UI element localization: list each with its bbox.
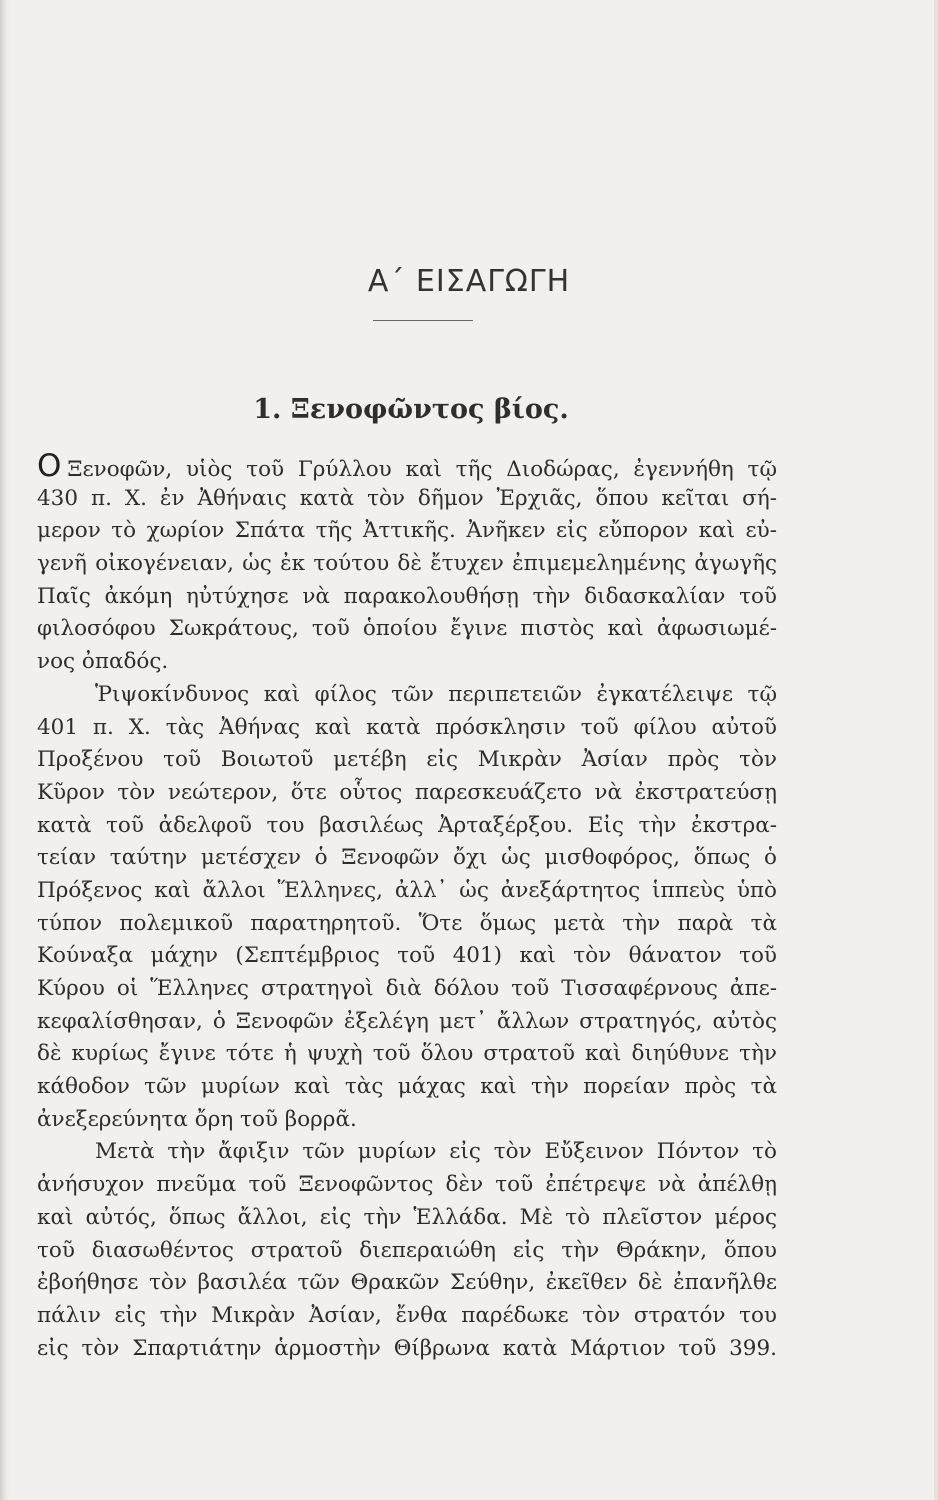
text-line: τοῦ διασωθέντος στρατοῦ διεπεραιώθη εἰς τὴν Θράκην, ὅπου xyxy=(37,1237,777,1263)
text-line: κατὰ τοῦ ἀδελφοῦ του βασιλέως Ἀρταξέρξου. Εἰς τὴν ἐκστρα- xyxy=(37,812,777,838)
text-line: εἰς τὸν Σπαρτιάτην ἁρμοστὴν Θίβρωνα κατὰ Μάρτιον τοῦ 399. xyxy=(37,1335,777,1361)
text-line: τείαν ταύτην μετέσχεν ὁ Ξενοφῶν ὄχι ὡς μισθοφόρος, ὅπως ὁ xyxy=(37,845,777,871)
body-text xyxy=(37,450,777,1365)
text-line: ἀνεξερεύνητα ὄρη τοῦ βορρᾶ. xyxy=(37,1106,357,1132)
text-line: Προξένου τοῦ Βοιωτοῦ μετέβη εἰς Μικρὰν Ἀσίαν πρὸς τὸν xyxy=(37,747,777,773)
text-line: 430 π. Χ. ἐν Ἀθήναις κατὰ τὸν δῆμον Ἐρχιᾶς, ὅπου κεῖται σή- xyxy=(37,485,777,511)
drop-cap: Ο xyxy=(37,448,62,484)
text-line: Κῦρον τὸν νεώτερον, ὅτε οὗτος παρεσκευάζετο νὰ ἐκστρατεύσῃ xyxy=(37,779,777,805)
text-line: δὲ κυρίως ἔγινε τότε ἡ ψυχὴ τοῦ ὅλου στρατοῦ καὶ διηύθυνε τὴν xyxy=(37,1041,777,1067)
text-line: Ο Ξενοφῶν, υἱὸς τοῦ Γρύλλου καὶ τῆς Διοδώρας, ἐγεννήθη τῷ xyxy=(37,448,777,484)
text-line: πάλιν εἰς τὴν Μικρὰν Ἀσίαν, ἔνθα παρέδωκε τὸν στρατόν του xyxy=(37,1302,777,1328)
text-line: ἀνήσυχον πνεῦμα τοῦ Ξενοφῶντος δὲν τοῦ ἐπέτρεψε νὰ ἀπέλθῃ xyxy=(37,1172,777,1198)
text-line: ἐβοήθησε τὸν βασιλέα τῶν Θρακῶν Σεύθην, ἐκεῖθεν δὲ ἐπανῆλθε xyxy=(37,1270,777,1296)
text-line: Μετὰ τὴν ἄφιξιν τῶν μυρίων εἰς τὸν Εὔξεινον Πόντον τὸ xyxy=(95,1139,777,1165)
text-line: Παῖς ἀκόμη ηὐτύχησε νὰ παρακολουθήσῃ τὴν διδασκαλίαν τοῦ xyxy=(37,583,777,609)
text-line: νος ὀπαδός. xyxy=(37,649,169,675)
text-line: γενῆ οἰκογένειαν, ὡς ἐκ τούτου δὲ ἔτυχεν ἐπιμεμελημένης ἀγωγῆς xyxy=(37,551,777,577)
text-line: Κούναξα μάχην (Σεπτέμβριος τοῦ 401) καὶ τὸν θάνατον τοῦ xyxy=(37,943,777,969)
text-line: τύπον πολεμικοῦ παρατηρητοῦ. Ὅτε ὅμως μετὰ τὴν παρὰ τὰ xyxy=(37,910,777,936)
page-edge-right xyxy=(934,0,938,1500)
text-line: 401 π. Χ. τὰς Ἀθήνας καὶ κατὰ πρόσκλησιν τοῦ φίλου αὐτοῦ xyxy=(37,714,777,740)
text-line: καὶ αὐτός, ὅπως ἄλλοι, εἰς τὴν Ἑλλάδα. Μὲ τὸ πλεῖστον μέρος xyxy=(37,1204,777,1230)
text-line: Κύρου οἱ Ἕλληνες στρατηγοὶ διὰ δόλου τοῦ Τισσαφέρνους ἀπε- xyxy=(37,976,777,1001)
section-title: 1. Ξενοφῶντος βίος. xyxy=(253,394,569,426)
text-line: κεφαλίσθησαν, ὁ Ξενοφῶν ἐξελέγη μετ᾽ ἄλλων στρατηγός, αὐτὸς xyxy=(37,1008,777,1034)
text-line: Ῥιψοκίνδυνος καὶ φίλος τῶν περιπετειῶν ἐγκατέλειψε τῷ xyxy=(95,681,777,707)
text-line: Πρόξενος καὶ ἄλλοι Ἕλληνες, ἀλλ᾽ ὡς ἀνεξάρτητος ἱππεὺς ὑπὸ xyxy=(37,877,777,903)
text-line: φιλοσόφου Σωκράτους, τοῦ ὁποίου ἔγινε πιστὸς καὶ ἀφωσιωμέ- xyxy=(37,616,777,642)
page-edge-shadow xyxy=(0,0,10,1500)
text-line: μερον τὸ χωρίον Σπάτα τῆς Ἀττικῆς. Ἀνῆκεν εἰς εὔπορον καὶ εὐ- xyxy=(37,518,777,544)
text-line: κάθοδον τῶν μυρίων καὶ τὰς μάχας καὶ τὴν πορείαν πρὸς τὰ xyxy=(37,1074,777,1100)
title-divider xyxy=(373,320,473,321)
part-title: Α΄ ΕΙΣΑΓΩΓΗ xyxy=(367,264,571,300)
